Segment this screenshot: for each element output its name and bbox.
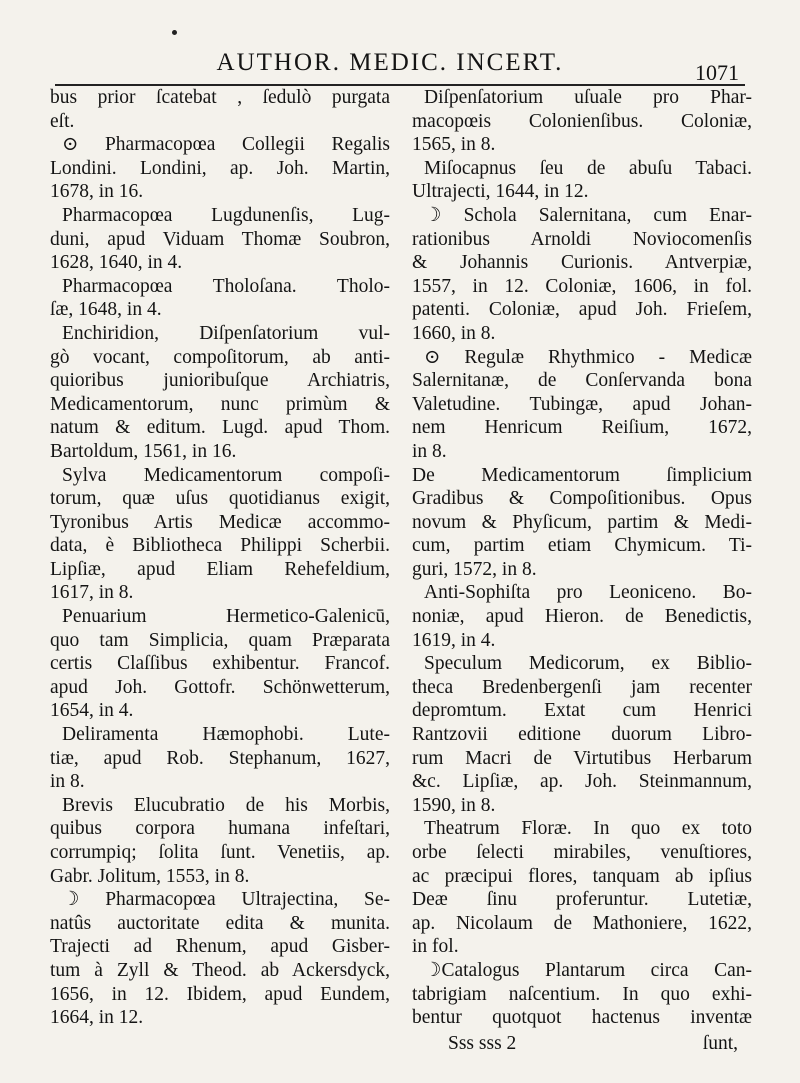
text-line: ⊙ Pharmacopœa Collegii Regalis [62, 134, 390, 156]
text-line: 1654, in 4. [50, 700, 134, 722]
text-line: patenti. Coloniæ, apud Joh. Frieſem, [412, 299, 752, 321]
text-line: in fol. [412, 936, 459, 958]
text-line: & Johannis Curionis. Antverpiæ, [412, 252, 752, 274]
text-line: Valetudine. Tubingæ, apud Johan- [412, 393, 752, 415]
text-line: ☽Catalogus Plantarum circa Can- [424, 959, 752, 981]
text-line: Theatrum Floræ. In quo ex toto [424, 818, 752, 840]
text-line: torum, quæ uſus quotidianus exigit, [50, 488, 390, 510]
text-line: noniæ, apud Hieron. de Benedictis, [412, 606, 752, 628]
text-line: tum à Zyll & Theod. ab Ackersdyck, [50, 959, 390, 981]
text-line: Tyronibus Artis Medicæ accommo- [50, 511, 390, 533]
text-line: natûs auctoritate edita & munita. [50, 912, 390, 934]
text-line: quioribus junioribuſque Archiatris, [50, 370, 390, 392]
text-line: Gabr. Jolitum, 1553, in 8. [50, 865, 250, 887]
text-line: Rantzovii editione duorum Libro- [412, 724, 752, 746]
text-line: &c. Lipſiæ, ap. Joh. Steinmannum, [412, 771, 752, 793]
text-line: 1664, in 12. [50, 1007, 144, 1029]
text-line: Pharmacopœa Tholoſana. Tholo- [62, 275, 390, 297]
text-line: Gradibus & Compoſitionibus. Opus [412, 488, 752, 510]
text-line: Bartoldum, 1561, in 16. [50, 440, 237, 462]
text-line: Sylva Medicamentorum compoſi- [62, 464, 390, 486]
signature-mark: Sss sss 2 [448, 1033, 517, 1054]
text-line: certis Claſſibus exhibentur. Francof. [50, 653, 390, 675]
text-line: Pharmacopœa Lugdunenſis, Lug- [62, 204, 390, 226]
text-line: in 8. [50, 771, 85, 793]
text-line: Speculum Medicorum, ex Biblio- [424, 653, 752, 675]
text-line: Salernitanæ, de Conſervanda bona [412, 370, 752, 392]
text-line: ap. Nicolaum de Mathoniere, 1622, [412, 912, 752, 934]
text-line: bentur quotquot hactenus inventæ [412, 1007, 752, 1029]
text-line: Ultrajecti, 1644, in 12. [412, 181, 589, 203]
text-line: Enchiridion, Diſpenſatorium vul- [62, 322, 390, 344]
text-line: orbe ſelecti mirabiles, venuſtiores, [412, 842, 752, 863]
text-line: 1590, in 8. [412, 794, 496, 816]
text-line: Brevis Elucubratio de his Morbis, [62, 794, 390, 816]
text-line: Miſocapnus ſeu de abuſu Tabaci. [424, 157, 752, 179]
text-line: tiæ, apud Rob. Stephanum, 1627, [50, 747, 390, 769]
text-line: guri, 1572, in 8. [412, 558, 537, 580]
text-line: 1628, 1640, in 4. [50, 252, 183, 274]
text-line: Trajecti ad Rhenum, apud Gisber- [50, 936, 390, 958]
text-line: Diſpenſatorium uſuale pro Phar- [424, 87, 752, 108]
text-line: ⊙ Regulæ Rhythmico - Medicæ [424, 346, 752, 368]
text-line: 1660, in 8. [412, 322, 496, 344]
left-column [50, 86, 390, 1030]
text-line: 1557, in 12. Coloniæ, 1606, in fol. [412, 275, 752, 297]
text-line: De Medicamentorum ſimplicium [412, 464, 752, 486]
text-line: corrumpiq; ſolita ſunt. Venetiis, ap. [50, 842, 390, 863]
text-line: ☽ Schola Salernitana, cum Enar- [424, 204, 752, 226]
text-line: rum Macri de Virtutibus Herbarum [412, 747, 752, 769]
text-line: Londini. Londini, ap. Joh. Martin, [50, 157, 390, 179]
text-line: rationibus Arnoldi Noviocomenſis [412, 228, 752, 250]
text-line: eſt. [50, 110, 75, 132]
text-line: macopœis Colonienſibus. Coloniæ, [412, 110, 752, 132]
text-line: cum, partim etiam Chymicum. Ti- [412, 535, 752, 557]
text-line: natum & editum. Lugd. apud Thom. [50, 417, 390, 439]
text-line: Anti-Sophiſta pro Leoniceno. Bo- [424, 582, 752, 604]
text-line: gò vocant, compoſitorum, ab anti- [50, 346, 390, 368]
text-line: novum & Phyſicum, partim & Medi- [412, 511, 752, 533]
text-line: Medicamentorum, nunc primùm & [50, 393, 390, 415]
text-line: apud Joh. Gottofr. Schönwetterum, [50, 676, 390, 698]
page-number: 1071 [695, 60, 739, 85]
running-head: AUTHOR. MEDIC. INCERT. [216, 49, 564, 76]
text-line: theca Bredenbergenſi jam recenter [412, 676, 752, 698]
right-column [412, 86, 752, 1030]
text-line: data, è Bibliotheca Philippi Scherbii. [50, 535, 390, 557]
text-line: 1565, in 8. [412, 134, 496, 156]
text-line: duni, apud Viduam Thomæ Soubron, [50, 228, 390, 250]
text-line: ☽ Pharmacopœa Ultrajectina, Se- [62, 889, 390, 911]
text-line: 1678, in 16. [50, 181, 144, 203]
text-line: depromtum. Extat cum Henrici [412, 700, 752, 722]
text-line: tabrigiam naſcentium. In quo exhi- [412, 983, 752, 1005]
text-line: 1617, in 8. [50, 582, 134, 604]
text-line: bus prior ſcatebat , ſedulò purgata [50, 87, 390, 108]
text-line: 1619, in 4. [412, 629, 496, 651]
catchword: ſunt, [702, 1033, 738, 1054]
text-line: quibus corpora humana infeſtari, [50, 818, 390, 840]
text-line: 1656, in 12. Ibidem, apud Eundem, [50, 983, 390, 1005]
text-line: Penuarium Hermetico-Galenicū, [62, 606, 390, 628]
text-line: Deliramenta Hæmophobi. Lute- [62, 724, 390, 746]
text-line: ac præcipui flores, tanquam ab ipſius [412, 865, 752, 887]
text-line: nem Henricum Reiſium, 1672, [412, 417, 752, 439]
text-line: in 8. [412, 440, 447, 462]
text-line: ſæ, 1648, in 4. [50, 299, 162, 321]
ink-dot [172, 30, 177, 35]
text-line: quo tam Simplicia, quam Præparata [50, 629, 390, 651]
text-line: Lipſiæ, apud Eliam Rehefeldium, [50, 558, 390, 580]
text-line: Deæ ſinu proferuntur. Lutetiæ, [412, 889, 752, 911]
